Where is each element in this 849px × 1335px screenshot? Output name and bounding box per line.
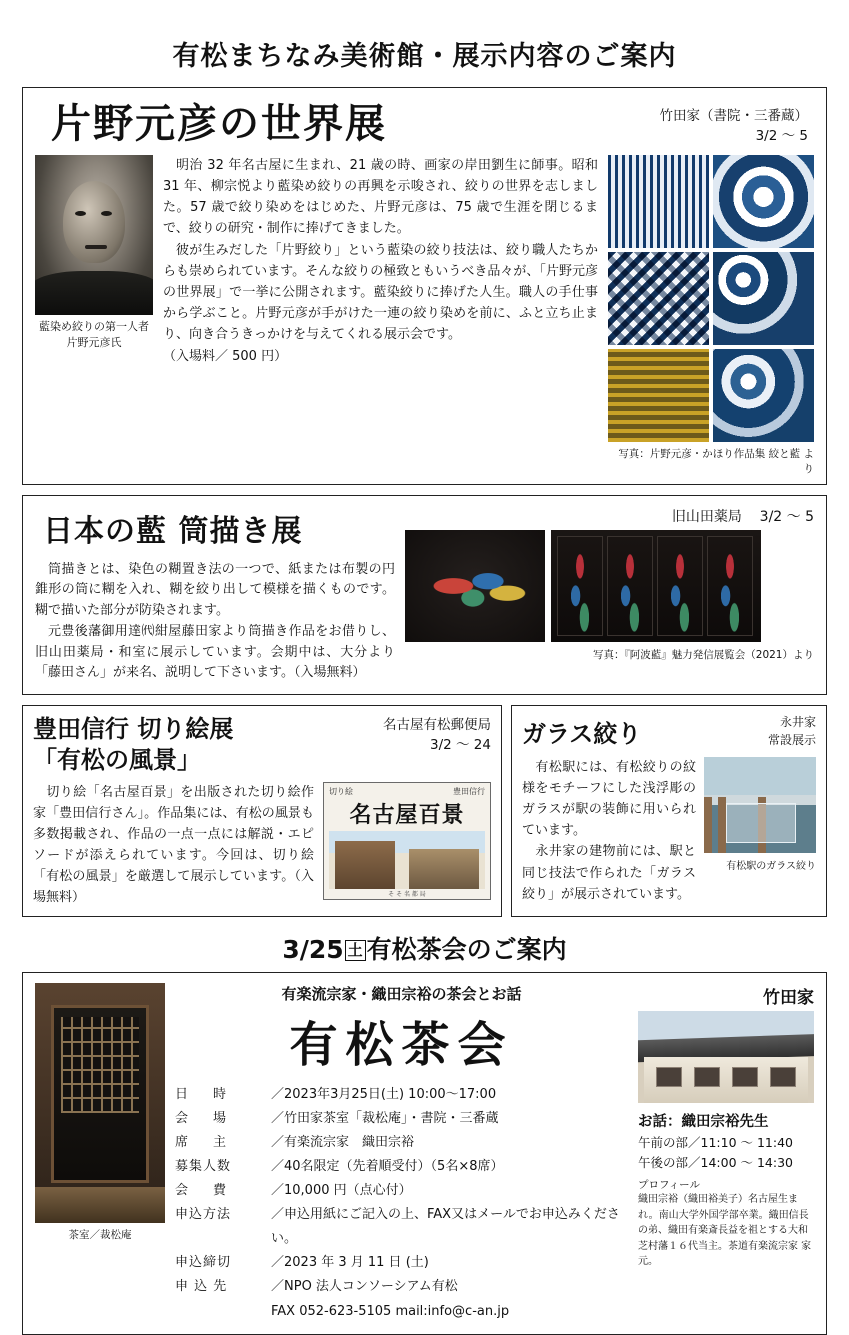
- tea-info-key: 申込方法: [175, 1207, 232, 1223]
- book-cover-footer: そ そ 名 都 局: [388, 890, 426, 898]
- glass-pane: [726, 803, 796, 843]
- portrait-caption-line1: 藍染め絞りの第一人者: [39, 319, 149, 333]
- exhibit-4-photo-caption: 有松駅のガラス絞り: [726, 861, 816, 873]
- takeda-house-photo: [638, 1011, 814, 1103]
- exhibit-4-paragraph-2: 永井家の建物前には、駅と同じ技法で作られた「ガラス絞り」が展示されています。: [522, 844, 696, 902]
- tea-profile-heading: プロフィール: [638, 1179, 700, 1191]
- portrait-mouth: [85, 245, 107, 249]
- tea-room-caption: 茶室／裁松庵: [68, 1229, 132, 1241]
- exhibit-4-title: ガラス絞り: [522, 720, 642, 749]
- exhibit-1-portrait-column: [35, 155, 153, 476]
- tea-info-row: [175, 1203, 628, 1251]
- exhibit-1-body: [35, 155, 814, 476]
- exhibit-4-body: [522, 757, 816, 904]
- exhibit-3-body: [33, 782, 491, 908]
- tea-room-photo: [35, 983, 165, 1223]
- exhibit-3-4-row: [22, 705, 827, 917]
- tea-info-value: ／NPO 法人コンソーシアム有松: [271, 1279, 458, 1295]
- exhibit-2-panel: [22, 495, 827, 696]
- exhibit-2-row: [35, 506, 814, 685]
- portrait-face: [63, 181, 125, 263]
- tea-info-row: [175, 1275, 628, 1299]
- tea-info-value: ／40名限定（先着順受付）（5名×8席）: [271, 1159, 504, 1175]
- tea-info-value: ／2023 年 3 月 11 日 (土): [271, 1255, 429, 1271]
- tea-info-table: [175, 1083, 628, 1299]
- tea-info-key: 会 場: [175, 1111, 233, 1127]
- screen-panel-2: [607, 536, 653, 636]
- exhibit-2-venue: 旧山田薬局: [671, 508, 742, 525]
- tea-heading-date: 3/25: [282, 935, 344, 964]
- exhibit-2-right: [405, 506, 814, 685]
- tea-talk-times: [638, 1133, 814, 1173]
- tea-info-key: 申込締切: [175, 1255, 232, 1271]
- exhibit-4-venue-sub: 常設展示: [767, 732, 816, 747]
- gold-stripe-swatch: [608, 349, 709, 442]
- exhibit-2-meta: [405, 506, 814, 526]
- exhibit-2-description: [35, 560, 395, 685]
- tea-info-row: [175, 1083, 628, 1107]
- exhibit-2-paragraph-2: 元豊後藩御用達㈹紺屋藤田家より筒描き作品をお借りし、旧山田薬局・和室に展示しています。会期中は、大分より「藤田さん」が来名、説明して下さいます。（入場無料）: [35, 623, 395, 681]
- tea-details-column: [175, 983, 628, 1324]
- phoenix-motif: [421, 556, 529, 616]
- exhibit-1-photo-credit: 写真：片野元彦・かほり作品集 絞と藍 より: [618, 447, 814, 475]
- station-post-2: [718, 797, 726, 853]
- exhibit-1-description: [163, 155, 598, 476]
- tsutsugaki-screen-photo: [551, 530, 761, 642]
- portrait-caption: [35, 319, 153, 352]
- tea-section-heading: [22, 930, 827, 966]
- screen-panel-1: [557, 536, 603, 636]
- exhibit-4-panel: [511, 705, 827, 917]
- exhibit-4-photo-column: [704, 757, 816, 904]
- exhibit-1-title: 片野元彦の世界展: [51, 101, 387, 147]
- tea-info-value: ／10,000 円（点心付）: [271, 1183, 412, 1199]
- house-window: [732, 1067, 758, 1087]
- tea-info-value: ／竹田家茶室「裁松庵」・書院・三番蔵: [271, 1111, 499, 1127]
- tea-subtitle: 有楽流宗家・織田宗裕の茶会とお話: [281, 985, 522, 1003]
- swatch-grid: [608, 155, 814, 442]
- exhibit-1-fee: （入場料／ 500 円）: [163, 348, 288, 364]
- tsutsugaki-phoenix-photo: [405, 530, 545, 642]
- exhibit-1-paragraph-1: 明治 32 年名古屋に生まれ、21 歳の時、画家の岸田劉生に師事。昭和 31 年、柳宗悦より藍染め絞りの再興を示唆され、絞りの世界を志しました。57 歳で絞り染めをはじめた、片野元彦は、75 歳で生涯を閉じるまで、絞りの研究・制作に捧げてきました。: [163, 157, 598, 236]
- exhibit-2-left: [35, 506, 395, 685]
- tea-talk-time-am: 午前の部／11:10 〜 11:40: [638, 1135, 793, 1150]
- exhibit-3-book-column: [323, 782, 491, 908]
- tea-info-row: [175, 1251, 628, 1275]
- portrait-shoulder: [35, 271, 153, 315]
- book-label-right: 豊田信行: [453, 786, 485, 796]
- exhibit-4-paragraph-1: 有松駅には、有松絞りの紋様をモチーフにした浅浮彫のガラスが駅の装飾に用いられています。: [522, 760, 696, 839]
- exhibit-3-venue: 名古屋有松郵便局: [383, 717, 491, 734]
- exhibit-3-title-line2: 「有松の風景」: [33, 746, 201, 774]
- exhibit-3-description: 切り絵「名古屋百景」を出版された切り絵作家「豊田信行さん」。作品集には、有松の風景も多数掲載され、作品の一点一点には解説・エピソードが添えられています。今回は、切り絵「有松の風景」を厳選して展示しています。（入場無料）: [33, 784, 314, 905]
- exhibit-2-images: [405, 530, 814, 642]
- tea-info-key: 会 費: [175, 1183, 233, 1199]
- tea-room-lattice: [61, 1017, 139, 1113]
- book-label-left: 切り絵: [329, 786, 353, 796]
- portrait-eye-right: [101, 211, 112, 216]
- tea-info-row: [175, 1155, 628, 1179]
- exhibit-4-venue: 永井家: [779, 715, 816, 730]
- tea-info-value: ／有楽流宗家 織田宗裕: [271, 1135, 415, 1151]
- exhibit-2-photo-credit: 写真：『阿波藍』魅力発信展覧会（2021）より: [593, 648, 814, 661]
- tea-profile-text: 織田宗裕（織田裕美子）名古屋生まれ。南山大学外国学部卒業。織田信長の弟、織田有楽斎長益を祖とする大和芝村藩１６代当主。茶道有楽流宗家 家元。: [638, 1194, 812, 1267]
- portrait-photo: [35, 155, 153, 315]
- book-title: 名古屋百景: [349, 802, 465, 828]
- exhibit-3-panel: [22, 705, 502, 917]
- book-cover-labels: [324, 783, 490, 797]
- glass-shibori-photo: [704, 757, 816, 853]
- indigo-spiral-swatch: [713, 252, 814, 345]
- tea-panel: [22, 972, 827, 1335]
- house-window: [694, 1067, 720, 1087]
- exhibit-1-header: [35, 98, 814, 147]
- page-title: 有松まちなみ美術館・展示内容のご案内: [172, 41, 677, 72]
- tea-info-value: ／2023年3月25日(土) 10:00〜17:00: [271, 1087, 497, 1102]
- house-window: [770, 1067, 796, 1087]
- exhibit-1-dates: 3/2 〜 5: [755, 128, 808, 145]
- station-post-1: [704, 797, 712, 853]
- indigo-circle-swatch: [713, 155, 814, 248]
- tea-venue-badge: 竹田家: [763, 988, 814, 1008]
- tea-info-key: 日 時: [175, 1087, 233, 1102]
- exhibit-1-swatch-column: [608, 155, 814, 476]
- exhibit-1-paragraph-2: 彼が生みだした「片野絞り」という藍染の絞り技法は、絞り職人たちからも崇められています。そんな絞りの極致ともいうべき品々が、「片野元彦の世界展」で一挙に公開されます。藍染絞りに捧げた人生。職人の手仕事から学ぶこと。片野元彦が手がけた一連の絞り染めを前に、ふと立ち止まり、向き合うきっかけを与えてくれる展示会です。: [163, 242, 598, 342]
- book-cover-artwork: [329, 831, 485, 889]
- book-cover-image: [323, 782, 491, 900]
- exhibit-4-meta: [768, 714, 816, 749]
- exhibit-2-title: 日本の藍 筒描き展: [43, 513, 303, 549]
- tea-info-value: ／申込用紙にご記入の上、FAX又はメールでお申込みください。: [271, 1207, 620, 1247]
- tea-talk-title: お話：織田宗裕先生: [638, 1114, 769, 1130]
- exhibit-1-panel: [22, 87, 827, 485]
- tea-row: [35, 983, 814, 1324]
- exhibit-4-header: [522, 714, 816, 749]
- exhibit-1-meta: [660, 98, 815, 147]
- exhibit-3-header: [33, 714, 491, 775]
- tea-info-key: 申 込 先: [175, 1279, 228, 1295]
- tea-heading-badge: 土: [345, 940, 366, 961]
- exhibit-3-dates: 3/2 〜 24: [430, 736, 491, 753]
- exhibit-2-dates: 3/2 〜 5: [759, 508, 814, 525]
- screen-panel-3: [657, 536, 703, 636]
- tea-info-key: 募集人数: [175, 1159, 232, 1175]
- tea-heading-suffix: 有松茶会のご案内: [366, 935, 567, 964]
- indigo-ring-swatch: [713, 349, 814, 442]
- exhibit-3-title: [33, 714, 233, 775]
- tea-title: 有松茶会: [289, 1017, 514, 1073]
- portrait-eye-left: [75, 211, 86, 216]
- exhibit-4-description: [522, 757, 696, 904]
- tea-room-floor: [35, 1187, 165, 1223]
- exhibit-3-meta: [383, 714, 491, 755]
- screen-panel-4: [707, 536, 753, 636]
- portrait-caption-line2: 片野元彦氏: [66, 336, 122, 349]
- exhibit-2-paragraph-1: 筒描きとは、染色の糊置き法の一つで、紙または布製の円錐形の筒に糊を入れ、糊を絞り出して模様を描くものです。糊で描いた部分が防染されます。: [35, 561, 395, 619]
- tea-contact: FAX 052-623-5105 mail:info@c-an.jp: [271, 1304, 510, 1320]
- tea-room-column: [35, 983, 165, 1324]
- tea-speaker-column: [638, 983, 814, 1324]
- tea-talk-time-pm: 午後の部／14:00 〜 14:30: [638, 1155, 793, 1170]
- indigo-stripe-swatch: [608, 155, 709, 248]
- tea-info-key: 席 主: [175, 1135, 233, 1151]
- house-window: [656, 1067, 682, 1087]
- exhibit-3-title-line1: 豊田信行 切り絵展: [33, 715, 234, 744]
- exhibit-1-venue: 竹田家（書院・三番蔵）: [659, 108, 808, 124]
- indigo-diagonal-swatch: [608, 252, 709, 345]
- tea-info-row: [175, 1131, 628, 1155]
- tea-info-row: [175, 1107, 628, 1131]
